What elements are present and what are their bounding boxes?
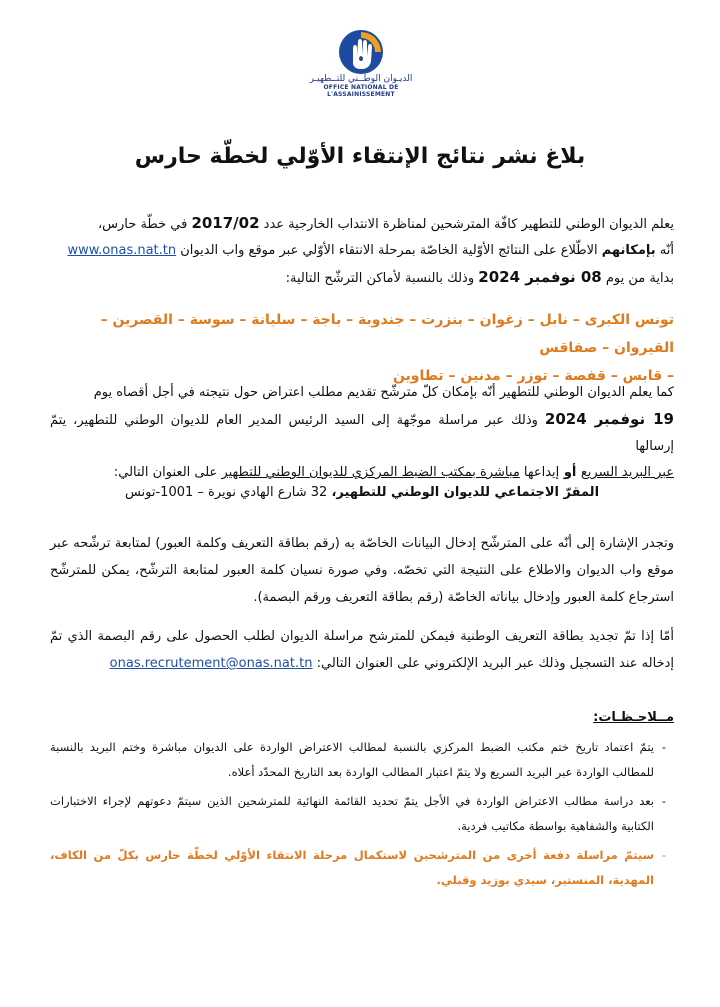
- objection-line-2: [50, 406, 674, 460]
- logo-name-french: OFFICE NATIONAL DE L'ASSAINISSEMENT: [323, 84, 399, 98]
- intro-text: بداية من يوم: [601, 271, 674, 286]
- recruitment-email-link[interactable]: onas.recrutement@onas.nat.tn: [109, 656, 313, 671]
- address-label: المقرّ الاجتماعي للديوان الوطني للتطهير،: [331, 485, 600, 500]
- bullet-dash-icon: -: [661, 740, 667, 754]
- places-list: [50, 306, 674, 390]
- objection-text: وذلك عبر مراسلة موجّهة إلى السيد الرئيس المدير العام للديوان الوطني للتطهير، يتمّ إرسالها: [50, 413, 674, 454]
- bullet-dash-icon: -: [661, 794, 667, 808]
- website-link[interactable]: www.onas.nat.tn: [67, 243, 177, 258]
- note-text: سيتمّ مراسلة دفعة أخرى من المترشحين لاستكمال مرحلة الانتقاء الأوّلي لخطّة حارس بكلّ من الكاف، المهدية، المنستير، سيدي بوزيد وقبلي.: [50, 848, 654, 887]
- note-item: [50, 843, 674, 893]
- objection-paragraph: [50, 380, 674, 486]
- objection-line-1: كما يعلم الديوان الوطني للتطهير أنّه بإمكان كلّ مترشّح تقديم مطلب اعتراض حول نتيجته في أجل أقصاه يوم: [93, 385, 674, 400]
- contest-number: 2017/02: [191, 214, 260, 232]
- address-text: 32 شارع الهادي نويرة – 1001-تونس: [124, 485, 332, 500]
- page-title: بلاغ نشر نتائج الإنتقاء الأوّلي لخطّة حارس: [134, 144, 586, 169]
- intro-line-2: [50, 238, 674, 264]
- objection-text: أو: [559, 465, 581, 480]
- intro-text: الاطّلاع على النتائج الأوّلية الخاصّة بمرحلة الانتقاء الأوّلي عبر موقع واب الديوان: [176, 243, 602, 258]
- intro-paragraph: [50, 210, 674, 292]
- objection-text: مباشرة بمكتب الضبط المركزي للديوان الوطني للتطهير: [221, 465, 520, 480]
- onas-hand-emblem-icon: [337, 28, 385, 76]
- note-item: [50, 789, 674, 839]
- bullet-dash-icon: -: [661, 848, 667, 862]
- note-text: يتمّ اعتماد تاريخ ختم مكتب الضبط المركزي بالنسبة لمطالب الاعتراض الواردة على الديوان مباشرة وختم البريد بالنسبة للمطالب الواردة عبر البريد السريع ولا يتمّ اعتبار المطالب الواردة بعد التاريخ المحدّد أعلاه.: [50, 740, 654, 779]
- intro-emphasis: بإمكانهم: [601, 243, 656, 258]
- reminder-text: أمّا إذا تمّ تجديد بطاقة التعريف الوطنية فيمكن للمترشح مراسلة الديوان لطلب الحصول على رقم البصمة الذي تمّ إدخاله عند التسجيل وذلك عبر البريد الإلكتروني على العنوان التالي:: [50, 629, 674, 671]
- objection-text: عبر البريد السريع: [580, 465, 674, 480]
- intro-line-3: [50, 264, 674, 292]
- note-text: بعد دراسة مطالب الاعتراض الواردة في الأجل يتمّ تحديد القائمة النهائية للمترشحين الذين سيتمّ دعوتهم لإجراء الاختبارات الكتابية والشفاهية بواسطة مكاتيب فردية.: [50, 794, 654, 833]
- objection-deadline: 19 نوفمبر 2024: [544, 410, 674, 428]
- head-office-address: [50, 480, 674, 506]
- note-item: [50, 735, 674, 785]
- objection-text: إيداعها: [519, 465, 560, 480]
- intro-text: وذلك بالنسبة لأماكن الترشّح التالية:: [285, 271, 479, 286]
- notes-section: [50, 710, 674, 897]
- logo-name-arabic: الديـوان الوطــني للتــطهيـر: [309, 74, 413, 84]
- places-line-1: تونس الكبرى – نابل – زغوان – بنزرت – جندوبة – باجة – سليانة – سوسة – القصرين – القيروان – صفاقس: [100, 312, 674, 356]
- objection-text: على العنوان التالي:: [113, 465, 222, 480]
- onas-logo: [296, 28, 426, 112]
- intro-text: يعلم الديوان الوطني للتطهير كافّة المترشحين لمناظرة الانتداب الخارجية عدد: [259, 217, 674, 232]
- reminder-paragraph-2: [50, 623, 674, 677]
- reminder-paragraph-1: وتجدر الإشارة إلى أنّه على المترشّح إدخال البيانات الخاصّة به (رقم بطاقة التعريف وكلمة العبور) لمتابعة ترشّحه عبر موقع واب الديوان والاطلاع على النتيجة التي تخصّه. وفي صورة نسيان كلمة العبور لمتابعة الترشّح، يمكن للمترشّح استرجاع كلمة العبور وإدخال بياناته الخاصّة (رقم بطاقة التعريف ورقم البصمة).: [50, 536, 674, 605]
- intro-text: أنّه: [655, 243, 674, 258]
- notes-heading: مــلاحـظـات:: [593, 710, 674, 725]
- places-line-2: – قابس – قفصة – توزر – مدنين – تطاوين: [392, 368, 674, 384]
- intro-text: في خطّة حارس،: [97, 217, 192, 232]
- publication-date: 08 نوفمبر 2024: [478, 268, 602, 286]
- intro-line-1: [50, 210, 674, 238]
